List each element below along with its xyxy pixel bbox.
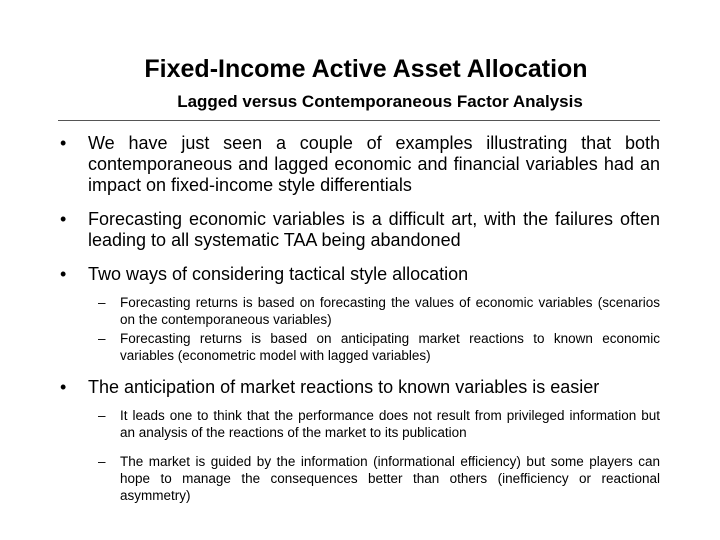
dash-icon: – bbox=[98, 295, 106, 310]
bullet-text: We have just seen a couple of examples illustrating that both contemporaneous and lagged economic and financial variables had an impact on fixed-income style differentials bbox=[88, 133, 660, 195]
sub-bullet-text: It leads one to think that the performance does not result from privileged information but an analysis of the reactions of the market to its publication bbox=[120, 408, 660, 440]
bullet-item bbox=[58, 377, 660, 504]
bullet-item bbox=[58, 264, 660, 364]
bullet-item bbox=[58, 209, 660, 251]
slide-title: Fixed-Income Active Asset Allocation bbox=[144, 55, 588, 83]
sub-bullet-text: Forecasting returns is based on forecasting the values of economic variables (scenarios on the contemporaneous variables) bbox=[120, 295, 660, 327]
sub-bullet-item bbox=[88, 453, 660, 504]
sub-bullet-text: The market is guided by the information (informational efficiency) but some players can hope to manage the consequences better than others (inefficiency or reactional asymmetry) bbox=[120, 454, 660, 503]
title-divider bbox=[58, 120, 660, 121]
bullet-icon: • bbox=[60, 133, 67, 153]
dash-icon: – bbox=[98, 454, 106, 469]
sub-bullet-item bbox=[88, 330, 660, 364]
dash-icon: – bbox=[98, 408, 106, 423]
sub-bullet-text: Forecasting returns is based on anticipating market reactions to known economic variables (econometric model with lagged variables) bbox=[120, 331, 660, 363]
bullet-icon: • bbox=[60, 264, 67, 284]
bullet-list bbox=[58, 133, 660, 517]
dash-icon: – bbox=[98, 331, 106, 346]
bullet-item bbox=[58, 133, 660, 196]
bullet-text: Two ways of considering tactical style allocation bbox=[88, 264, 469, 284]
sub-bullet-item bbox=[88, 294, 660, 328]
sub-bullet-list bbox=[88, 407, 660, 504]
bullet-text: The anticipation of market reactions to known variables is easier bbox=[88, 377, 600, 397]
sub-bullet-item bbox=[88, 407, 660, 441]
slide-subtitle: Lagged versus Contemporaneous Factor Analysis bbox=[177, 92, 583, 111]
bullet-icon: • bbox=[60, 377, 67, 397]
sub-bullet-list bbox=[88, 294, 660, 364]
bullet-text: Forecasting economic variables is a difficult art, with the failures often leading to all systematic TAA being abandoned bbox=[88, 209, 660, 250]
bullet-icon: • bbox=[60, 209, 67, 229]
